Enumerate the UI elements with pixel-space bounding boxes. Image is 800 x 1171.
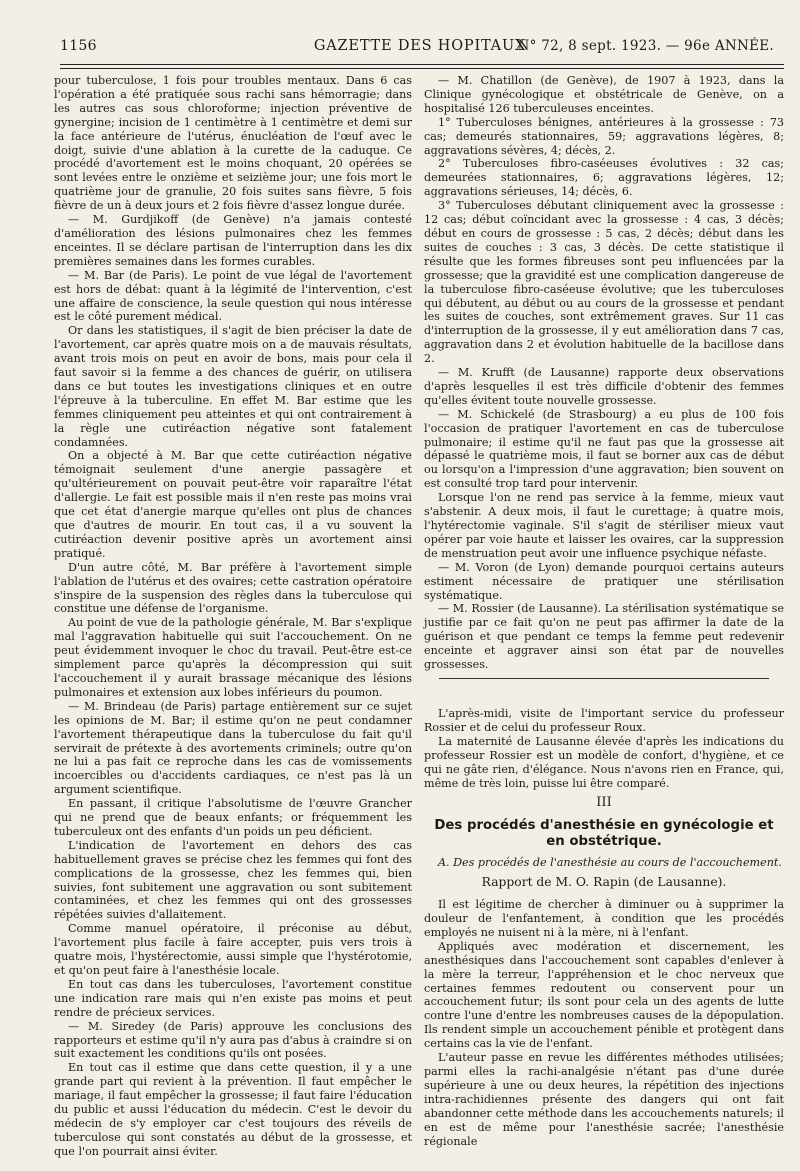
right-column — [424, 74, 784, 1148]
paragraph: Or dans les statistiques, il s'agit de bien préciser la date de l'avortement, car après quatre mois on a de mauvais résultats, avant trois mois on peut en avoir de bons, mais pour cela il faut savoir si la femme a des chances de guérir, on utilisera dans ce but toutes les investigations cliniques et en outre l'épreuve à la tuberculine. En effet M. Bar estime que les femmes cliniquement peu atteintes et qui ont contrairement à la règle une cutiréaction négative sont fatalement condamnées. — [54, 324, 412, 449]
journal-title: GAZETTE DES HOPITAUX — [313, 38, 527, 54]
left-column — [54, 74, 412, 1159]
list-item: 2° Tuberculoses fibro-caséeuses évolutives : 32 cas; demeurées stationnaires, 6; aggravations légères, 12; aggravations sérieuses, 14; décès, 6. — [424, 157, 784, 199]
paragraph: — M. Schickelé (de Strasbourg) a eu plus de 100 fois l'occasion de pratiquer l'avortement en cas de tuberculose pulmonaire; il estime qu'il ne faut pas que la grossesse ait dépassé le quatrième mois, il faut se borner aux cas de début ou lorsqu'on a l'impression d'une aggravation; bien souvent on est consulté trop tard pour intervenir. — [424, 407, 784, 491]
paragraph: Il est légitime de chercher à diminuer ou à supprimer la douleur de l'enfantement, à condition que les procédés employés ne nuisent ni à la mère, ni à l'enfant. — [424, 898, 784, 939]
paragraph: L'indication de l'avortement en dehors des cas habituellement graves se précise chez les femmes qui font des complications de la grossesse, chez les femmes qui, bien suivies, font subitement une aggravation ou sont subitement contaminées, et chez les femmes qui ont des grossesses répétées suivies d'allaitement. — [54, 838, 412, 922]
paragraph: On a objecté à M. Bar que cette cutiréaction négative témoignait seulement d'une anergie passagère et qu'ultérieurement on pouvait peut-être voir raparaître l'état d'allergie. Le fait est possible mais il n'en reste pas moins vrai que cet état d'anergie marque qu'elles ont plus de chances que d'autres de mourir. En tout cas, il a vu souvent la cutiréaction devenir positive après un avortement ainsi pratiqué. — [54, 449, 412, 560]
header-rule — [60, 64, 784, 65]
paragraph: — M. Rossier (de Lausanne). La stérilisation systématique se justifie par ce fait qu'on ne peut pas affirmer la date de la guérison et que pendant ce temps la femme peut redevenir enceinte et aggraver ainsi son état par de nouvelles grossesses. — [424, 602, 784, 672]
section-title: Des procédés d'anesthésie en gynécologie et en obstétrique. — [434, 818, 774, 850]
paragraph: En tout cas dans les tuberculoses, l'avortement constitue une indication rare mais qui n'en existe pas moins et peut rendre de précieux services. — [54, 977, 412, 1019]
paragraph: Lorsque l'on ne rend pas service à la femme, mieux vaut s'abstenir. A deux mois, il faut le curettage; à quatre mois, l'hytérectomie vaginale. S'il s'agit de stériliser mieux vaut opérer par voie haute et laisser les ovaires, car la suppression de menstruation peut avoir une influence psychique néfaste. — [424, 491, 784, 560]
page-header — [60, 38, 780, 62]
paragraph: — M. Bar (de Paris). Le point de vue légal de l'avortement est hors de débat: quant à la légimité de l'intervention, c'est une affaire de conscience, la seule question qui nous intéresse est le côté purement médical. — [54, 268, 412, 324]
paragraph: pour tuberculose, 1 fois pour troubles mentaux. Dans 6 cas l'opération a été pratiquée sous rachi sans hémorragie; dans les autres cas sous chloroforme; injection préventive de gynergine; incision de 1 centimètre à 1 centimètre et demi sur la face antérieure de l'utérus, énucléation de l'œuf avec le doigt, suivie d'une ablation à la curette de la caduque. Ce procédé d'avortement est le moins choquant, 20 opérées se sont levées entre le onzième et seizième jour; une fois mort le quatrième jour de granulie, 20 fois suites sans fièvre, 5 fois fièvre de un à deux jours et 2 fois fièvre d'assez longue durée. — [54, 74, 412, 213]
spacer — [424, 685, 784, 707]
list-item: 3° Tuberculoses débutant cliniquement avec la grossesse : 12 cas; début coïncidant avec la grossesse : 4 cas, 3 décès; début en cours de grossesse : 5 cas, 2 décès; début dans les suites de couches : 3 cas, 3 décès. De cette statistique il résulte que les formes fibreuses sont peu influencées par la grossesse; que la gravidité est une complication dangereuse de la tuberculose fibro-caséeuse évolutive; que les tuberculoses qui débutent, au début ou au cours de la grossesse et pendant les suites de couches, sont extrêmement graves. Sur 11 cas d'interruption de la grossesse, il y eut amélioration dans 7 cas, aggravation dans 2 et évolution habituelle de la bacillose dans 2. — [424, 199, 784, 366]
paragraph: — M. Siredey (de Paris) approuve les conclusions des rapporteurs et estime qu'il n'y aura pas d'abus à craindre si on suit exactement les conditions qu'ils ont posées. — [54, 1019, 412, 1061]
paragraph: D'un autre côté, M. Bar préfère à l'avortement simple l'ablation de l'utérus et des ovaires; cette castration opératoire s'inspire de la suspension des règles dans la tuberculose qui constitue une défense de l'organisme. — [54, 560, 412, 616]
paragraph: — M. Gurdjikoff (de Genève) n'a jamais contesté d'amélioration des lésions pulmonaires chez les femmes enceintes. Il se déclare partisan de l'interruption dans les dix premières semaines dans les formes curables. — [54, 213, 412, 268]
paragraph: Appliqués avec modération et discernement, les anesthésiques dans l'accouchement sont capables d'enlever à la mère la terreur, l'appréhension et le choc nerveux que certaines femmes redoutent ou conservent pour un accouchement futur; ils sont pour cela un des agents de lutte contre l'une d'entre les nombreuses causes de la dépopulation. Ils rendent simple un accouchement pénible et protègent dans certains cas la vie de l'enfant. — [424, 939, 784, 1051]
header-rule-double — [60, 68, 784, 69]
paragraph: — M. Voron (de Lyon) demande pourquoi certains auteurs estiment nécessaire de pratiquer une stérilisation systématique. — [424, 560, 784, 602]
paragraph: Comme manuel opératoire, il préconise au début, l'avortement plus facile à faire accepter, puis vers trois à quatre mois, l'hystérectomie, aussi simple que l'hystérotomie, et qu'on peut faire à l'anesthésie locale. — [54, 922, 412, 977]
paragraph: Au point de vue de la pathologie générale, M. Bar s'explique mal l'aggravation habituelle qui suit l'accouchement. On ne peut évidemment invoquer le choc du travail. Peut-être est-ce simplement parce qu'après la décompression qui suit l'accouchement il y aurait brassage mécanique des lésions pulmonaires et extension aux lobes inférieurs du poumon. — [54, 616, 412, 699]
paragraph: La maternité de Lausanne élevée d'après les indications du professeur Rossier est un modèle de confort, d'hygiène, et ce qui ne gâte rien, d'élégance. Nous n'avons rien en France, qui, même de très loin, puisse lui être comparé. — [424, 734, 784, 790]
issue-info: N° 72, 8 sept. 1923. — 96e ANNÉE. — [517, 38, 774, 54]
paragraph: En tout cas il estime que dans cette question, il y a une grande part qui revient à la prévention. Il faut empêcher le mariage, il faut empêcher la grossesse; il faut faire l'éducation du public et aussi l'éducation du médecin. C'est le devoir du médecin de s'y employer car c'est toujours des réveils de tuberculose qui sont constatés au début de la grossesse, et que l'on pourrait ainsi éviter. — [54, 1061, 412, 1158]
report-author: Rapport de M. O. Rapin (de Lausanne). — [481, 875, 727, 890]
paragraph: — M. Krufft (de Lausanne) rapporte deux observations d'après lesquelles il est très difficile d'obtenir des femmes qu'elles évitent toute nouvelle grossesse. — [424, 366, 784, 407]
page-number: 1156 — [60, 38, 97, 54]
paragraph: En passant, il critique l'absolutisme de l'œuvre Grancher qui ne prend que de beaux enfants; or fréquemment les tuberculeux ont des enfants d'un poids un peu déficient. — [54, 797, 412, 838]
paragraph: — M. Chatillon (de Genève), de 1907 à 1923, dans la Clinique gynécologique et obstétricale de Genève, on a hospitalisé 126 tuberculeuses enceintes. — [424, 74, 784, 115]
paragraph: L'après-midi, visite de l'important service du professeur Rossier et de celui du professeur Roux. — [424, 706, 784, 734]
section-number: III — [596, 795, 612, 811]
subheading: A. Des procédés de l'anesthésie au cours de l'accouchement. — [438, 856, 782, 870]
paragraph: L'auteur passe en revue les différentes méthodes utilisées; parmi elles la rachi-analgésie n'étant pas d'une durée supérieure à une ou deux heures, la répétition des injections intra-rachidiennes présente des dangers qui ont fait abandonner cette méthode dans les accouchements naturels; il en est de même pour l'anesthésie sacrée; l'anesthésie régionale — [424, 1051, 784, 1148]
list-item: 1° Tuberculoses bénignes, antérieures à la grossesse : 73 cas; demeurés stationnaires, 59; aggravations légères, 8; aggravations sévères, 4; décès, 2. — [424, 115, 784, 157]
section-divider — [439, 678, 769, 679]
paragraph: — M. Brindeau (de Paris) partage entièrement sur ce sujet les opinions de M. Bar; il estime qu'on ne peut condamner l'avortement thérapeutique dans la tuberculose du fait qu'il servirait de prétexte à des avortements criminels; outre qu'on ne lui a pas fait ce reproche dans les cas de vomissements incoercibles ou d'accidents cardiaques, ce n'est pas là un argument scientifique. — [54, 699, 412, 797]
